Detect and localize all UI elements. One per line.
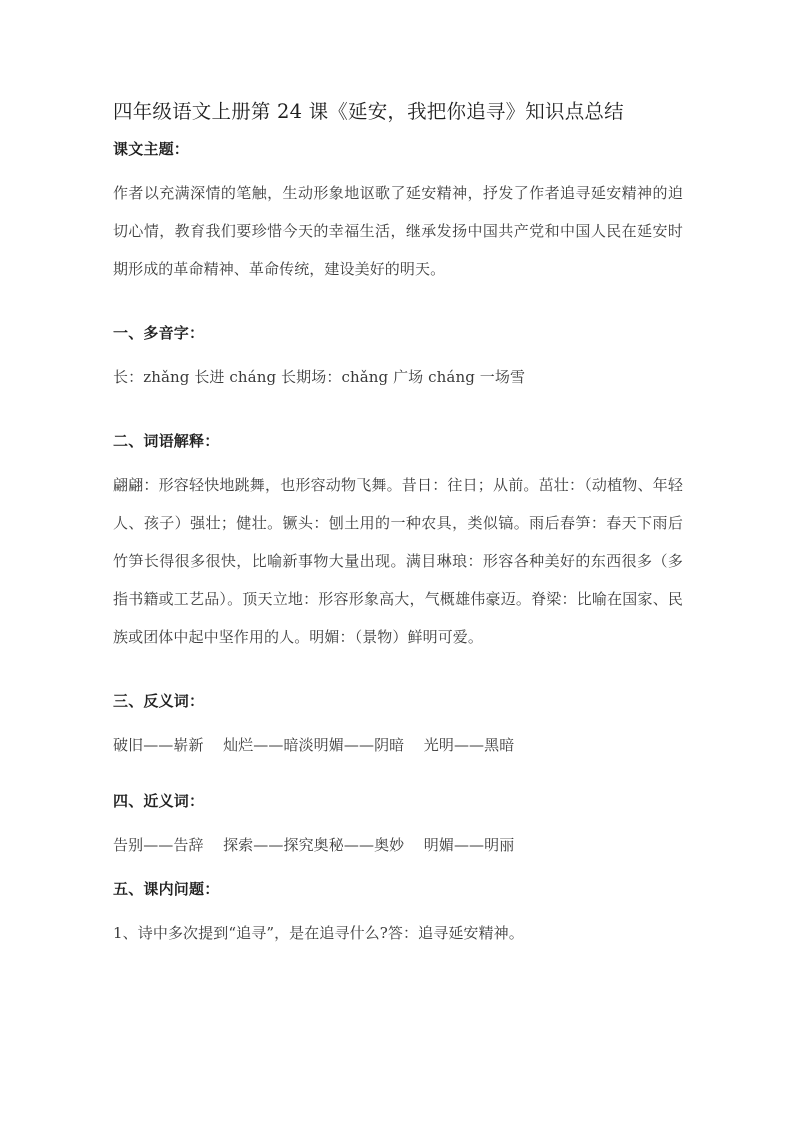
section-word-explanations bbox=[113, 426, 683, 656]
section-heading: 四、近义词： bbox=[113, 792, 205, 810]
spacer bbox=[113, 716, 683, 726]
section-heading: 一、多音字： bbox=[113, 324, 205, 342]
spacer bbox=[113, 288, 683, 318]
spacer bbox=[113, 164, 683, 174]
theme-heading: 课文主题： bbox=[113, 140, 190, 158]
section-body: 翩翩：形容轻快地跳舞，也形容动物飞舞。昔日：往日；从前。茁壮：（动植物、年轻人、孩子）强壮；健壮。镢头：刨土用的一种农具，类似镐。雨后春笋：春天下雨后竹笋长得很多很快，比喻新事物大量出现。满目琳琅：形容各种美好的东西很多（多指书籍或工艺品）。顶天立地：形容形象高大，气概雄伟豪迈。脊梁：比喻在国家、民族或团体中起中坚作用的人。明媚：（景物）鲜明可爱。 bbox=[113, 476, 683, 646]
section-antonyms bbox=[113, 686, 683, 764]
section-body: 告别——告辞 探索——探究奥秘——奥妙 明媚——明丽 bbox=[113, 836, 515, 854]
spacer bbox=[113, 864, 683, 874]
section-heading: 五、课内问题： bbox=[113, 880, 220, 898]
spacer bbox=[113, 456, 683, 466]
section-synonyms bbox=[113, 786, 683, 864]
spacer bbox=[113, 348, 683, 358]
spacer bbox=[113, 816, 683, 826]
spacer bbox=[113, 764, 683, 786]
section-body: 破旧——崭新 灿烂——暗淡明媚——阴暗 光明——黑暗 bbox=[113, 736, 515, 754]
section-polyphonic-characters bbox=[113, 318, 683, 396]
theme-body: 作者以充满深情的笔触，生动形象地讴歌了延安精神，抒发了作者追寻延安精神的迫切心情，教育我们要珍惜今天的幸福生活，继承发扬中国共产党和中国人民在延安时期形成的革命精神、革命传统，建设美好的明天。 bbox=[113, 184, 683, 278]
section-body: 长：zhǎng 长进 cháng 长期场：chǎng 广场 cháng 一场雪 bbox=[113, 368, 526, 386]
spacer bbox=[113, 396, 683, 426]
section-heading: 二、词语解释： bbox=[113, 432, 220, 450]
spacer bbox=[113, 904, 683, 914]
document-content bbox=[113, 96, 683, 952]
theme-section bbox=[113, 134, 683, 288]
page-title: 四年级语文上册第 24 课《延安，我把你追寻》知识点总结 bbox=[113, 100, 624, 123]
section-heading: 三、反义词： bbox=[113, 692, 205, 710]
spacer bbox=[113, 656, 683, 686]
section-body: 1、诗中多次提到“追寻”，是在追寻什么?答：追寻延安精神。 bbox=[113, 924, 524, 942]
section-in-class-questions bbox=[113, 874, 683, 952]
